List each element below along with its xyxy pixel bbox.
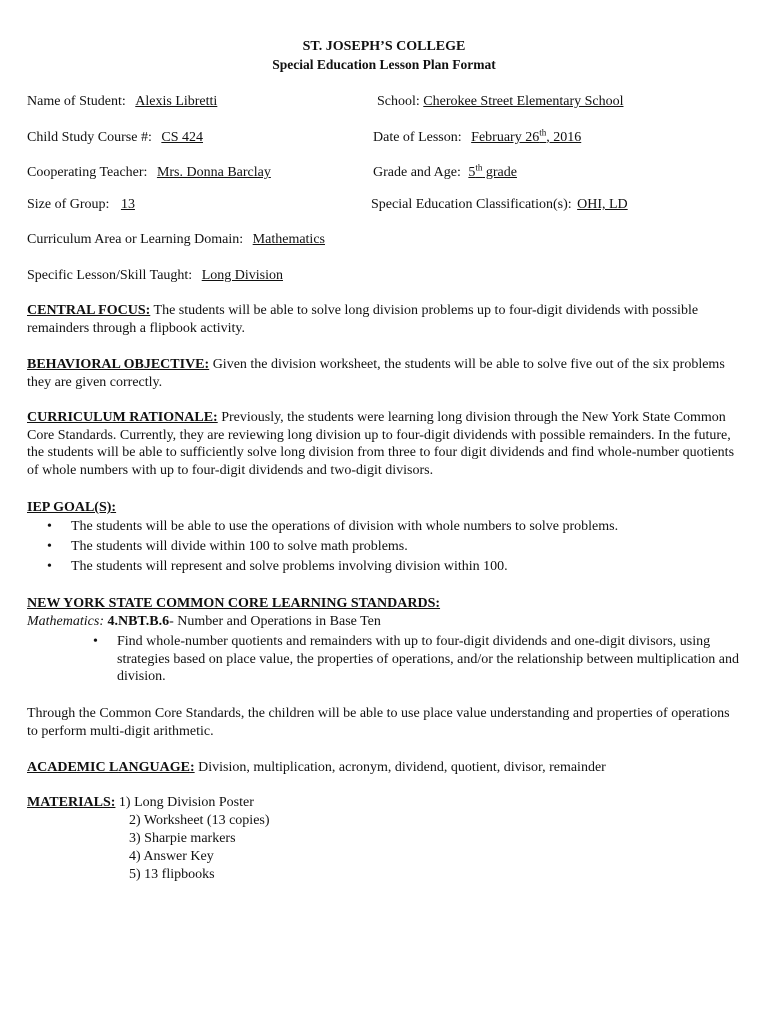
list-item: • Find whole-number quotients and remainders with up to four-digit dividends and one-digit divisors, using strategies based on place value, the properties of operations, and/or the relationship between multiplication and division. <box>27 633 743 686</box>
lesson-label: Specific Lesson/Skill Taught: <box>27 268 193 283</box>
iep-goals-list <box>27 518 743 578</box>
central-focus-heading: CENTRAL FOCUS: <box>27 303 151 318</box>
school-field <box>377 93 695 111</box>
school-label: School: <box>377 94 420 109</box>
materials-line <box>27 794 254 812</box>
college-title: ST. JOSEPH’S COLLEGE <box>302 39 466 54</box>
standards-code: 4.NBT.B.6 <box>107 614 170 629</box>
standards-subject: Mathematics: <box>27 614 104 629</box>
course-field <box>27 129 203 147</box>
standards-code-line <box>27 613 743 631</box>
grade-value: 5th grade <box>468 162 517 180</box>
classification-value: OHI, LD <box>577 197 628 212</box>
form-title: Special Education Lesson Plan Format <box>272 57 496 72</box>
school-value: Cherokee Street Elementary School <box>423 94 624 109</box>
material-item: 2) Worksheet (13 copies) <box>129 813 270 828</box>
curriculum-rationale-heading: CURRICULUM RATIONALE: <box>27 410 218 425</box>
lesson-value: Long Division <box>201 268 283 283</box>
teacher-label: Cooperating Teacher: <box>27 165 148 180</box>
student-field <box>27 93 217 111</box>
behavioral-objective-section <box>27 356 743 391</box>
lesson-field <box>27 267 283 285</box>
group-value: 13 <box>120 197 135 212</box>
student-label: Name of Student: <box>27 94 126 109</box>
grade-label: Grade and Age: <box>373 165 461 180</box>
curriculum-label: Curriculum Area or Learning Domain: <box>27 232 244 247</box>
standards-heading-wrap <box>27 595 743 613</box>
list-item: • The students will be able to use the operations of division with whole numbers to solve problems. <box>27 518 743 538</box>
standards-summary: Through the Common Core Standards, the children will be able to use place value understanding and properties of operations to perform multi-digit arithmetic. <box>27 706 730 739</box>
curriculum-rationale-text: Previously, the students were learning long division through the New York State Common Core Standards. Currently, they are reviewing long division up to four-digit dividends with possible remainders. In the future, the students will be able to sufficiently solve long division from three to four digit dividends and find whole-number quotients of whole numbers with up to four-digit dividends and two-digit divisors. <box>27 410 735 478</box>
classification-field <box>371 196 628 214</box>
list-item: • The students will divide within 100 to solve math problems. <box>27 538 743 558</box>
curriculum-rationale-section <box>27 409 747 479</box>
behavioral-objective-heading: BEHAVIORAL OBJECTIVE: <box>27 357 210 372</box>
course-label: Child Study Course #: <box>27 130 152 145</box>
classification-label: Special Education Classification(s): <box>371 197 572 212</box>
iep-goals-heading-wrap <box>27 499 743 517</box>
group-label: Size of Group: <box>27 197 110 212</box>
course-value: CS 424 <box>161 130 203 145</box>
curriculum-field <box>27 231 325 249</box>
curriculum-value: Mathematics <box>252 232 325 247</box>
student-value: Alexis Libretti <box>135 94 218 109</box>
academic-language-heading: ACADEMIC LANGUAGE: <box>27 760 195 775</box>
behavioral-objective-text: Given the division worksheet, the students will be able to solve five out of the six problems they are given correctly. <box>27 357 725 390</box>
date-value: February 26th, 2016 <box>471 127 582 145</box>
central-focus-text: The students will be able to solve long division problems up to four-digit dividends with possible remainders through a flipbook activity. <box>27 303 699 336</box>
material-item: 4) Answer Key <box>129 849 214 864</box>
standards-list <box>27 633 743 686</box>
grade-field <box>373 164 517 182</box>
academic-language-text: Division, multiplication, acronym, dividend, quotient, divisor, remainder <box>194 760 606 775</box>
date-field <box>373 129 581 147</box>
materials-heading: MATERIALS: <box>27 795 116 810</box>
central-focus-section <box>27 302 743 337</box>
academic-language-section <box>27 759 743 777</box>
teacher-field <box>27 164 271 182</box>
teacher-value: Mrs. Donna Barclay <box>156 165 271 180</box>
standards-code-desc: - Number and Operations in Base Ten <box>169 614 381 629</box>
iep-goals-heading: IEP GOAL(S): <box>27 500 117 515</box>
list-item: • The students will represent and solve problems involving division within 100. <box>27 558 743 578</box>
date-label: Date of Lesson: <box>373 130 462 145</box>
group-field <box>27 196 135 214</box>
material-item: 1) Long Division Poster <box>118 795 254 810</box>
standards-heading: NEW YORK STATE COMMON CORE LEARNING STANDARDS: <box>27 596 441 611</box>
material-item: 3) Sharpie markers <box>129 831 236 846</box>
material-item: 5) 13 flipbooks <box>129 867 215 882</box>
